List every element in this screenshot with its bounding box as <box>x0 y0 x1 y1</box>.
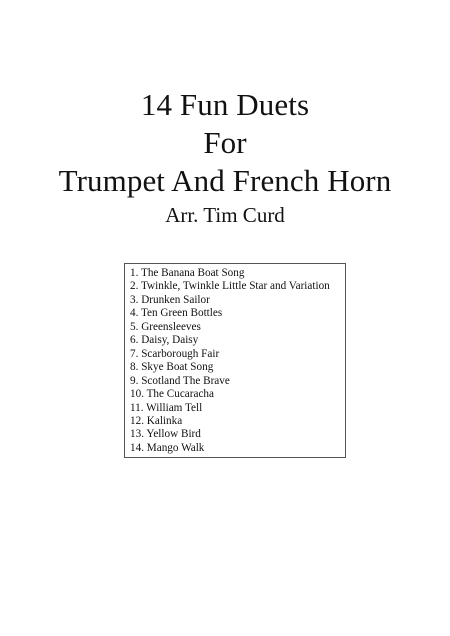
song-item-3: 3. Drunken Sailor <box>130 293 210 306</box>
song-list <box>130 267 345 455</box>
song-item-6: 6. Daisy, Daisy <box>130 334 199 347</box>
song-item-14: 14. Mango Walk <box>130 441 205 454</box>
song-item-1: 1. The Banana Boat Song <box>130 267 245 279</box>
title-block <box>0 86 450 229</box>
song-item-4: 4. Ten Green Bottles <box>130 307 223 320</box>
song-item-12: 12. Kalinka <box>130 414 183 427</box>
song-item-5: 5. Greensleeves <box>130 320 201 333</box>
song-item-13: 13. Yellow Bird <box>130 428 201 441</box>
song-item-2: 2. Twinkle, Twinkle Little Star and Variation <box>130 280 330 293</box>
arranger-credit: Arr. Tim Curd <box>165 203 285 227</box>
contents-box <box>124 263 346 458</box>
title-line-3: Trumpet And French Horn <box>58 163 392 198</box>
song-item-8: 8. Skye Boat Song <box>130 361 214 374</box>
song-item-9: 9. Scotland The Brave <box>130 374 230 387</box>
song-item-10: 10. The Cucaracha <box>130 388 214 401</box>
song-item-11: 11. William Tell <box>130 401 203 414</box>
song-item-7: 7. Scarborough Fair <box>130 347 220 360</box>
title-line-2: For <box>203 125 247 160</box>
title-line-1: 14 Fun Duets <box>140 87 310 122</box>
